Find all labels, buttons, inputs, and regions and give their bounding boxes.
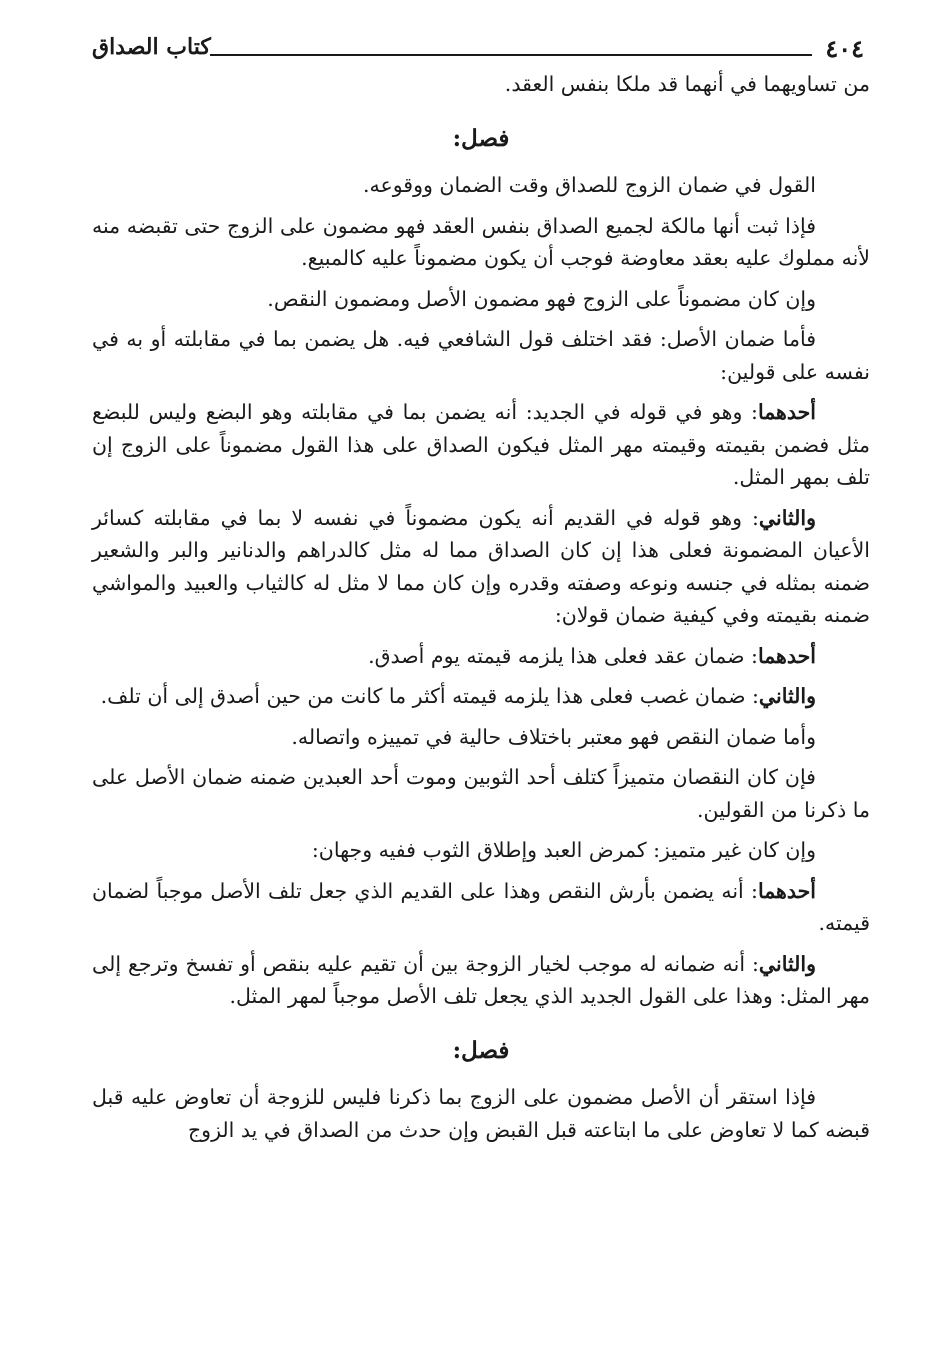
paragraph-text: : وهو في قوله في الجديد: أنه يضمن بما في مقابلته وهو البضع وليس للبضع مثل فضمن بقيمته وقيمته مهر المثل فيكون الصداق على هذا القول مضموناً على الزوج إن تلف بمهر المثل. <box>92 400 870 489</box>
paragraph-text: : أنه يضمن بأرش النقص وهذا على القديم الذي جعل تلف الأصل موجباً لضمان قيمته. <box>92 878 870 935</box>
term-label: أحدهما <box>757 400 816 424</box>
body-paragraph <box>92 680 870 713</box>
body-paragraph: وإن كان غير متميز: كمرض العبد وإطلاق الثوب ففيه وجهان: <box>311 838 816 862</box>
body-paragraph <box>92 948 870 1013</box>
term-label: والثاني <box>758 505 816 530</box>
paragraph-text: : ضمان غصب فعلى هذا يلزمه قيمته أكثر ما كانت من حين أصدق إلى أن تلف. <box>100 684 759 708</box>
section-heading: فصل: <box>452 124 510 152</box>
paragraph-text: : وهو قوله في القديم أنه يكون مضموناً في نفسه لا بما في مقابلته كسائر الأعيان المضمونة فعلى هذا إن كان الصداق مما له مثل كالدراهم والدنانير والبر والشعير ضمنه بمثله في جنسه ونوعه وصفته وقدره وإن كان مما لا مثل له كالثياب والعبيد والمواشي ضمنه بقيمته وفي كيفية ضمان قولان: <box>92 505 870 627</box>
paragraph-text: : ضمان عقد فعلى هذا يلزمه قيمته يوم أصدق. <box>368 643 758 668</box>
page-body <box>92 68 870 1146</box>
body-paragraph: القول في ضمان الزوج للصداق وقت الضمان ووقوعه. <box>362 173 816 197</box>
header-rule <box>210 54 812 56</box>
body-paragraph <box>92 640 870 673</box>
body-paragraph <box>92 875 870 940</box>
body-paragraph: وإن كان مضموناً على الزوج فهو مضمون الأصل ومضمون النقص. <box>267 286 816 311</box>
body-paragraph <box>92 396 870 494</box>
body-paragraph: فإن كان النقصان متميزاً كتلف أحد الثوبين وموت أحد العبدين ضمنه ضمان الأصل على ما ذكرنا من القولين. <box>92 765 870 822</box>
body-paragraph: من تساويهما في أنهما قد ملكا بنفس العقد. <box>504 72 870 96</box>
term-label: أحدهما <box>757 878 816 903</box>
term-label: والثاني <box>758 951 816 976</box>
page-header <box>92 28 870 68</box>
running-title: كتاب الصداق <box>92 34 211 60</box>
body-paragraph: فإذا ثبت أنها مالكة لجميع الصداق بنفس العقد فهو مضمون على الزوج حتى تقبضه منه لأنه مملوك عليه بعقد معاوضة فوجب أن يكون مضموناً عليه كالمبيع. <box>92 213 870 270</box>
body-paragraph: فأما ضمان الأصل: فقد اختلف قول الشافعي فيه. هل يضمن بما في مقابلته أو به في نفسه على قولين: <box>92 327 870 384</box>
term-label: أحدهما <box>757 643 816 668</box>
paragraph-text: : أنه ضمانه له موجب لخيار الزوجة بين أن تقيم عليه بنقص أو تفسخ وترجع إلى مهر المثل: وهذا على القول الجديد الذي يجعل تلف الأصل موجباً لمهر المثل. <box>92 951 870 1008</box>
book-page <box>92 28 870 1146</box>
body-paragraph: وأما ضمان النقص فهو معتبر باختلاف حالية في تمييزه واتصاله. <box>291 724 816 749</box>
section-heading: فصل: <box>452 1036 510 1064</box>
body-paragraph <box>92 502 870 632</box>
term-label: والثاني <box>758 684 816 708</box>
page-number: ٤٠٤ <box>825 34 864 63</box>
body-paragraph: فإذا استقر أن الأصل مضمون على الزوج بما ذكرنا فليس للزوجة أن تعاوض عليه قبل قبضه كما لا تعاوض على ما ابتاعته قبل القبض وإن حدث من الصداق في يد الزوج <box>92 1085 870 1142</box>
